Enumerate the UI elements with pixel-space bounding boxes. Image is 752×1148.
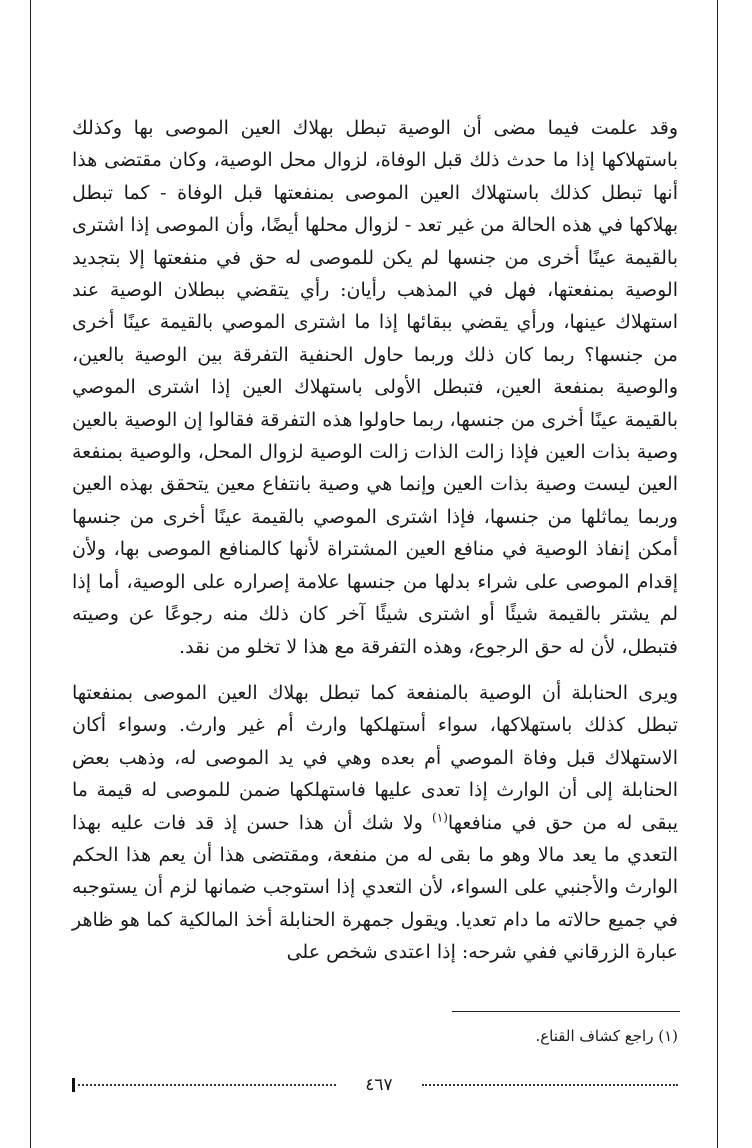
paragraph-1: وقد علمت فيما مضى أن الوصية تبطل بهلاك العين الموصى بها وكذلك باستهلاكها إذا ما حدث ذلك قبل الوفاة، لزوال محل الوصية، وكان مقتضى هذا أنها تبطل كذلك باستهلاك العين الموصى بمنفعتها قبل الوفاة - كما تبطل بهلاكها في هذه الحالة من غير تعد - لزوال محلها أيضًا، وأن الموصى إذا اشترى بالقيمة عينًا أخرى من جنسها لم يكن للموصى له حق في منفعتها إلا بتجديد الوصية بمنفعتها، فهل في المذهب رأيان: رأي يتقضي ببطلان الوصية عند استهلاك عينها، ورأي يقضي ببقائها إذا ما اشترى الموصي بالقيمة عينًا أخرى من جنسها؟ ربما كان ذلك وربما حاول الحنفية التفرقة بين الوصية بالعين، والوصية بمنفعة العين، فتبطل الأولى باستهلاك العين إذا اشترى الموصي بالقيمة عينًا أخرى من جنسها، ربما حاولوا هذه التفرقة فقالوا إن الوصية بالعين وصية بذات العين فإذا زالت الذات زالت الوصية لزوال المحل، والوصية بمنفعة العين ليست وصية بذات العين وإنما هي وصية بانتفاع معين يتحقق بهذه العين وربما يماثلها من جنسها، فإذا اشترى الموصي بالقيمة عينًا أخرى من جنسها أمكن إنفاذ الوصية في منافع العين المشتراة لأنها كالمنافع الموصى بها، ولأن إقدام الموصى على شراء بدلها من جنسها علامة إصراره على الوصية، أما إذا لم يشتر بالقيمة شيئًا أو اشترى شيئًا آخر كان ذلك منه رجوعًا عن وصيته فتبطل، لأن له حق الرجوع، وهذه التفرقة مع هذا لا تخلو من نقد. (72, 117, 679, 658)
page-number: ٤٦٧ (365, 1075, 393, 1095)
footnote-reference: (١) (432, 810, 448, 825)
paragraph-3-text: ولا شك أن هذا حسن إذ قد فات عليه بهذا التعدي ما يعد مالا وهو ما بقى له من منفعة، ومقتضى هذا أن يعم هذا الحكم الوارث والأجنبي على السواء، لأن التعدي إذا استوجب ضمانها لزم أن يستوجبه في جميع حالاته ما دام تعديا. ويقول جمهرة الحنابلة أخذ المالكية كما هو ظاهر عبارة الزرقاني ففي شرحه: إذا اعتدى شخص على (72, 811, 678, 964)
footer-end-bar (72, 1078, 75, 1092)
paragraph-2 (72, 677, 678, 969)
page-footer (72, 1073, 682, 1097)
main-text (72, 112, 678, 969)
footnote: (١) راجع كشاف القناع. (535, 1027, 678, 1045)
paragraph-2-text: ويرى الحنابلة أن الوصية بالمنفعة كما تبطل بهلاك العين الموصى بمنفعتها تبطل كذلك باستهلاكها، سواء أستهلكها وارث أم غير وارث. وسواء أكان الاستهلاك قبل وفاة الموصي أم بعده وهي في يد الموصى له، وذهب بعض الحنابلة إلى أن الوارث إذا تعدى عليها فاستهلكها ضمن للموصى له قيمة ما يبقى له من حق في منافعها (72, 681, 678, 834)
footnote-separator (452, 1011, 680, 1012)
footer-wavy-line-right (422, 1084, 678, 1086)
footer-wavy-line-left (78, 1084, 336, 1086)
